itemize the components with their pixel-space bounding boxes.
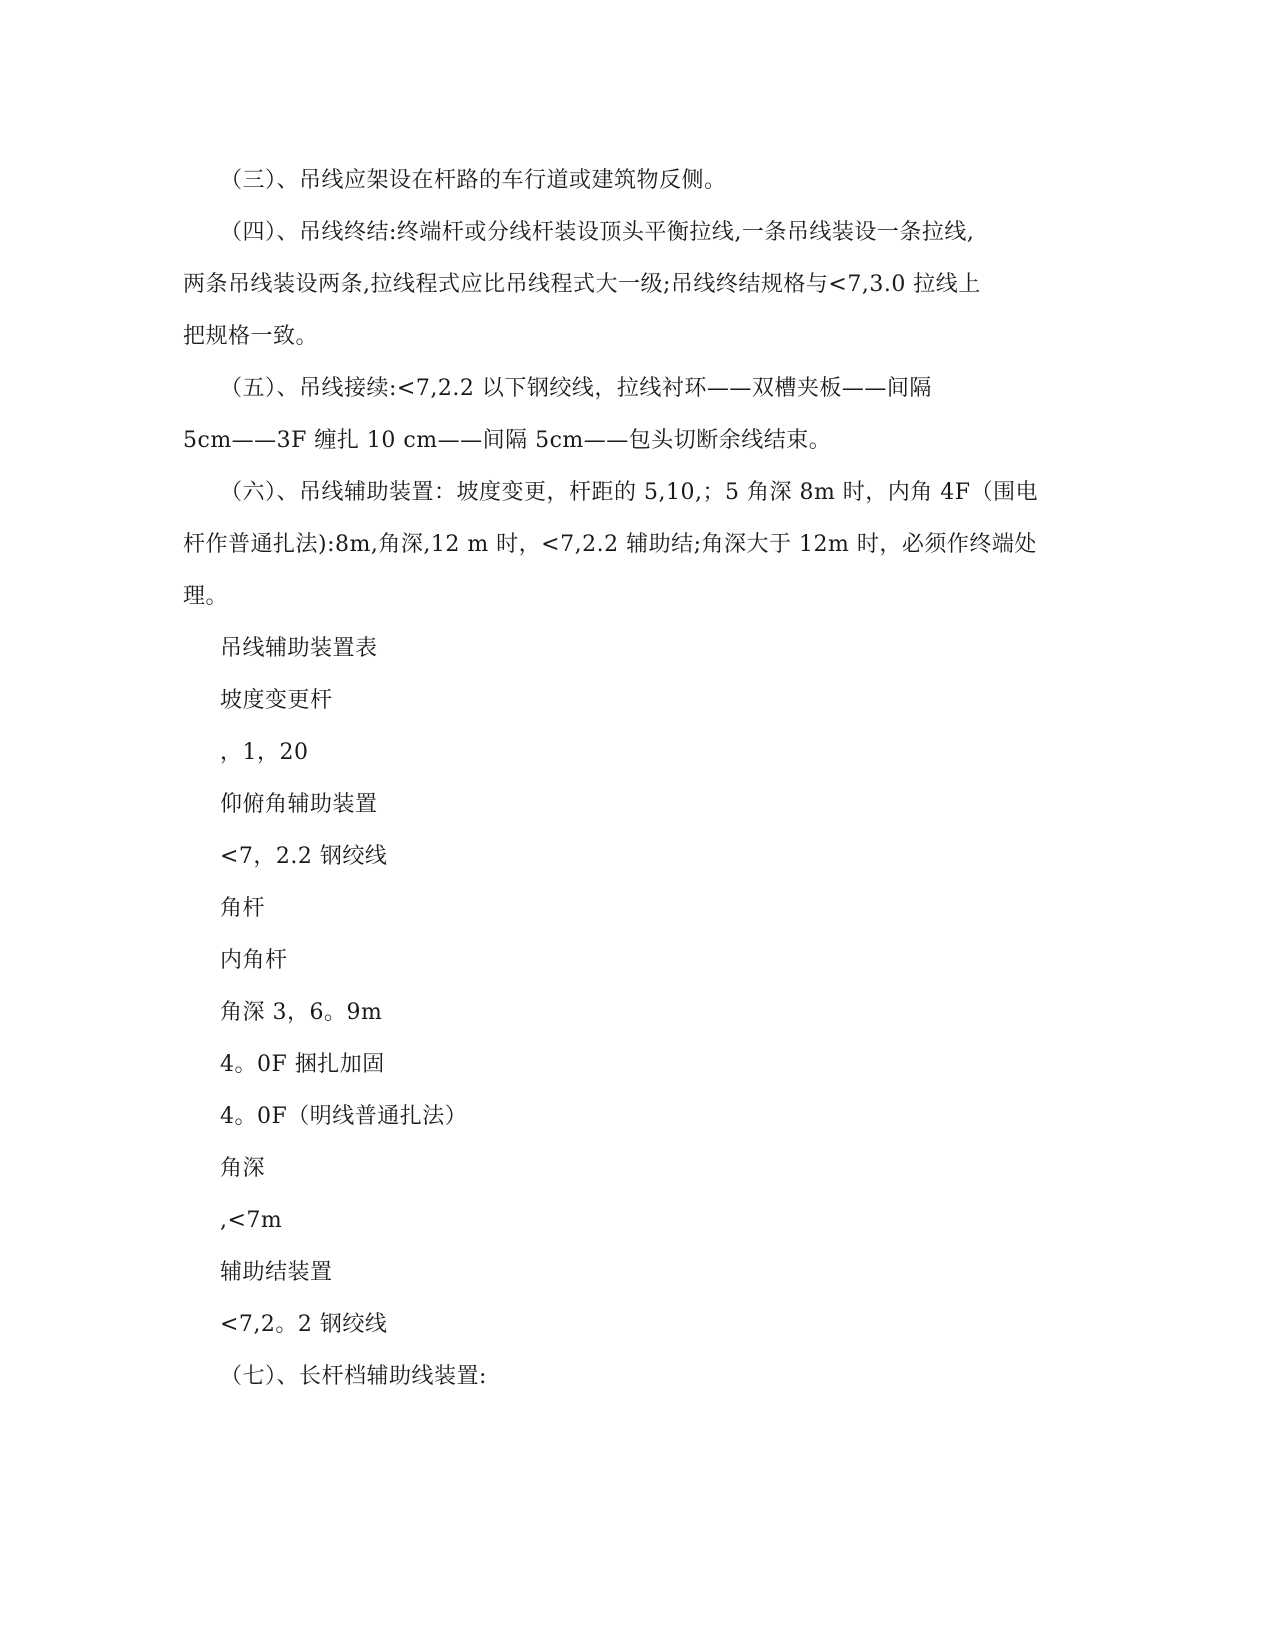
table-item: 4。0F（明线普通扎法） [220,1104,468,1129]
paragraph-3-line-1: （三）、吊线应架设在杆路的车行道或建筑物反侧。 [220,168,727,193]
paragraph-4-line-3: 把规格一致。 [183,324,319,349]
paragraph-6-line-3: 理。 [183,584,229,609]
table-item: 4。0F 捆扎加固 [220,1052,385,1077]
table-item: ，1，20 [220,740,309,765]
paragraph-7-line-1: （七）、长杆档辅助线装置: [220,1364,487,1389]
table-item: 内角杆 [220,948,288,973]
table-item: <7,2。2 钢绞线 [220,1312,388,1337]
table-item: 角深 [220,1156,266,1181]
paragraph-6-line-1: （六）、吊线辅助装置：坡度变更，杆距的 5,10,；5 角深 8m 时，内角 4F（围电 [220,480,1039,505]
paragraph-4-line-1: （四）、吊线终结:终端杆或分线杆装设顶头平衡拉线,一条吊线装设一条拉线, [220,220,975,245]
table-item: 仰俯角辅助装置 [220,792,378,817]
table-item: <7，2.2 钢绞线 [220,844,388,869]
table-item: 辅助结装置 [220,1260,333,1285]
table-title: 吊线辅助装置表 [220,636,378,661]
paragraph-6-line-2: 杆作普通扎法):8m,角深,12 m 时，<7,2.2 辅助结;角深大于 12m 时，必须作终端处 [183,532,1037,557]
table-item: 坡度变更杆 [220,688,333,713]
paragraph-5-line-1: （五）、吊线接续:<7,2.2 以下钢绞线，拉线衬环——双槽夹板——间隔 [220,376,932,401]
table-item: ,<7m [220,1208,283,1233]
table-item: 角杆 [220,896,266,921]
paragraph-5-line-2: 5cm——3F 缠扎 10 cm——间隔 5cm——包头切断余线结束。 [183,428,832,453]
table-item: 角深 3，6。9m [220,1000,383,1025]
paragraph-4-line-2: 两条吊线装设两条,拉线程式应比吊线程式大一级;吊线终结规格与<7,3.0 拉线上 [183,272,981,297]
